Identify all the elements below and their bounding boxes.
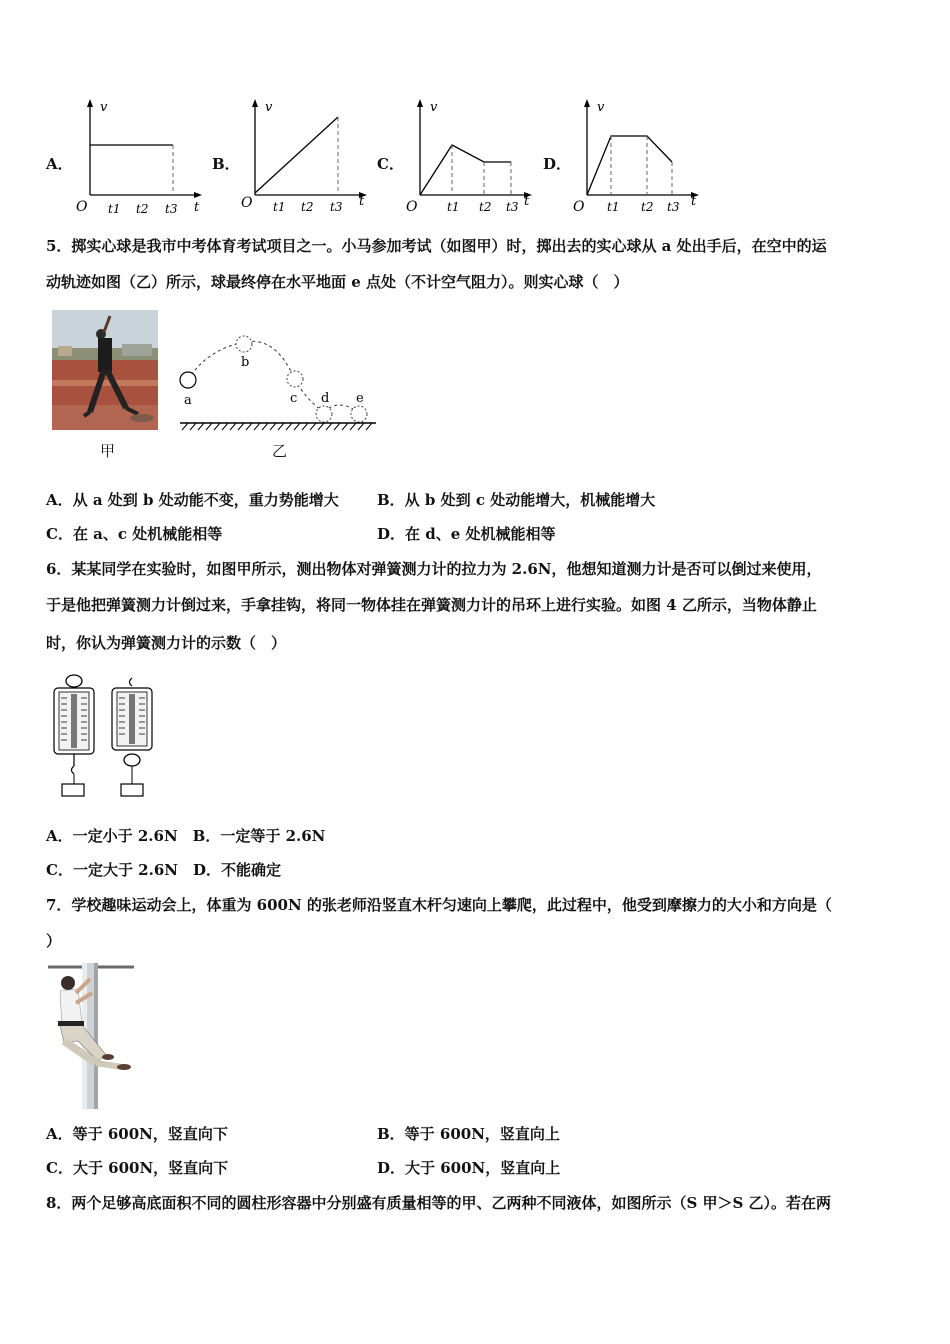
q7-option-d[interactable]: D．大于 600N，竖直向上 (377, 1159, 561, 1177)
graph-a (70, 95, 205, 217)
graph-a-letter: A． (46, 155, 73, 173)
graph-c-letter: C． (377, 155, 404, 173)
graph-c-t3: t3 (506, 200, 519, 214)
graph-c-t2: t2 (479, 200, 492, 214)
graph-b-origin: O (241, 195, 253, 211)
q5-option-b[interactable]: B．从 b 处到 c 处动能增大，机械能增大 (377, 491, 656, 509)
label-a: a (184, 393, 192, 408)
ball-a (180, 372, 196, 388)
graph-a-t2: t2 (136, 202, 149, 216)
graph-a-v-label: v (100, 100, 108, 115)
graph-d (567, 95, 702, 217)
graph-d-v-label: v (597, 100, 605, 115)
q5-figure-yi-caption: 乙 (272, 442, 288, 460)
q6-text-line1: 6．某某同学在实验时，如图甲所示，测出物体对弹簧测力计的拉力为 2.6N，他想知道测力计是否可以倒过来使用， (46, 560, 822, 578)
q6-text-line3: 时，你认为弹簧测力计的示数（ ） (46, 634, 287, 652)
label-e: e (356, 391, 364, 406)
q5-text-line2: 动轨迹如图（乙）所示，球最终停在水平地面 e 点处（不计空气阻力）。则实心球（ ） (46, 273, 629, 291)
ball-c (287, 371, 303, 387)
graph-b-letter: B． (212, 155, 240, 173)
label-d: d (321, 391, 330, 406)
ball-b (236, 336, 252, 352)
q7-option-a[interactable]: A．等于 600N，竖直向下 (46, 1125, 228, 1143)
q8-text-line1: 8．两个足够高底面积不同的圆柱形容器中分别盛有质量相等的甲、乙两种不同液体，如图所示（S 甲＞S 乙）。若在两 (46, 1194, 832, 1212)
ball-d (316, 406, 332, 422)
graph-b (235, 95, 370, 217)
q5-text-line1: 5．掷实心球是我市中考体育考试项目之一。小马参加考试（如图甲）时，掷出去的实心球从 a 处出手后，在空中的运 (46, 237, 827, 255)
graph-a-t-label: t (194, 200, 200, 215)
q6-options-row1[interactable]: A．一定小于 2.6N B．一定等于 2.6N (46, 827, 326, 845)
q6-text-line2: 于是他把弹簧测力计倒过来，手拿挂钩，将同一物体挂在弹簧测力计的吊环上进行实验。如图 4 乙所示，当物体静止 (46, 596, 817, 614)
q7-option-c[interactable]: C．大于 600N，竖直向下 (46, 1159, 229, 1177)
graph-d-origin: O (573, 199, 585, 215)
graph-c-origin: O (406, 199, 418, 215)
graph-a-origin: O (76, 199, 88, 215)
graph-d-t1: t1 (607, 200, 620, 214)
graph-d-t2: t2 (641, 200, 654, 214)
graph-b-t1: t1 (273, 200, 286, 214)
graph-c-t-label: t (524, 194, 530, 209)
q5-option-c[interactable]: C．在 a、c 处机械能相等 (46, 525, 223, 543)
label-c: c (290, 391, 298, 406)
q5-option-d[interactable]: D．在 d、e 处机械能相等 (377, 525, 556, 543)
q5-option-a[interactable]: A．从 a 处到 b 处动能不变，重力势能增大 (46, 491, 339, 509)
q5-photo-thrower (52, 310, 158, 430)
graph-d-t-label: t (691, 194, 697, 209)
q7-photo-climber (48, 963, 138, 1109)
q7-option-b[interactable]: B．等于 600N，竖直向上 (377, 1125, 560, 1143)
label-b: b (241, 355, 250, 370)
q6-spring-scales-figure (48, 672, 158, 800)
q5-figure-jia-caption: 甲 (100, 442, 116, 460)
graph-a-t1: t1 (108, 202, 121, 216)
graph-c (400, 95, 535, 217)
graph-c-v-label: v (430, 100, 438, 115)
graph-d-letter: D． (543, 155, 572, 173)
graph-a-t3: t3 (165, 202, 178, 216)
graph-d-t3: t3 (667, 200, 680, 214)
q6-options-row2[interactable]: C．一定大于 2.6N D．不能确定 (46, 861, 281, 879)
graph-row (0, 95, 950, 220)
q5-trajectory-diagram (176, 330, 378, 434)
graph-b-t3: t3 (330, 200, 343, 214)
graph-c-t1: t1 (447, 200, 460, 214)
graph-b-v-label: v (265, 100, 273, 115)
ball-e (351, 406, 367, 422)
graph-b-t2: t2 (301, 200, 314, 214)
q7-text-line1: 7．学校趣味运动会上，体重为 600N 的张老师沿竖直木杆匀速向上攀爬，此过程中，他受到摩擦力的大小和方向是（ (46, 896, 832, 914)
graph-b-t-label: t (359, 194, 365, 209)
q7-text-line2: ） (46, 932, 62, 950)
